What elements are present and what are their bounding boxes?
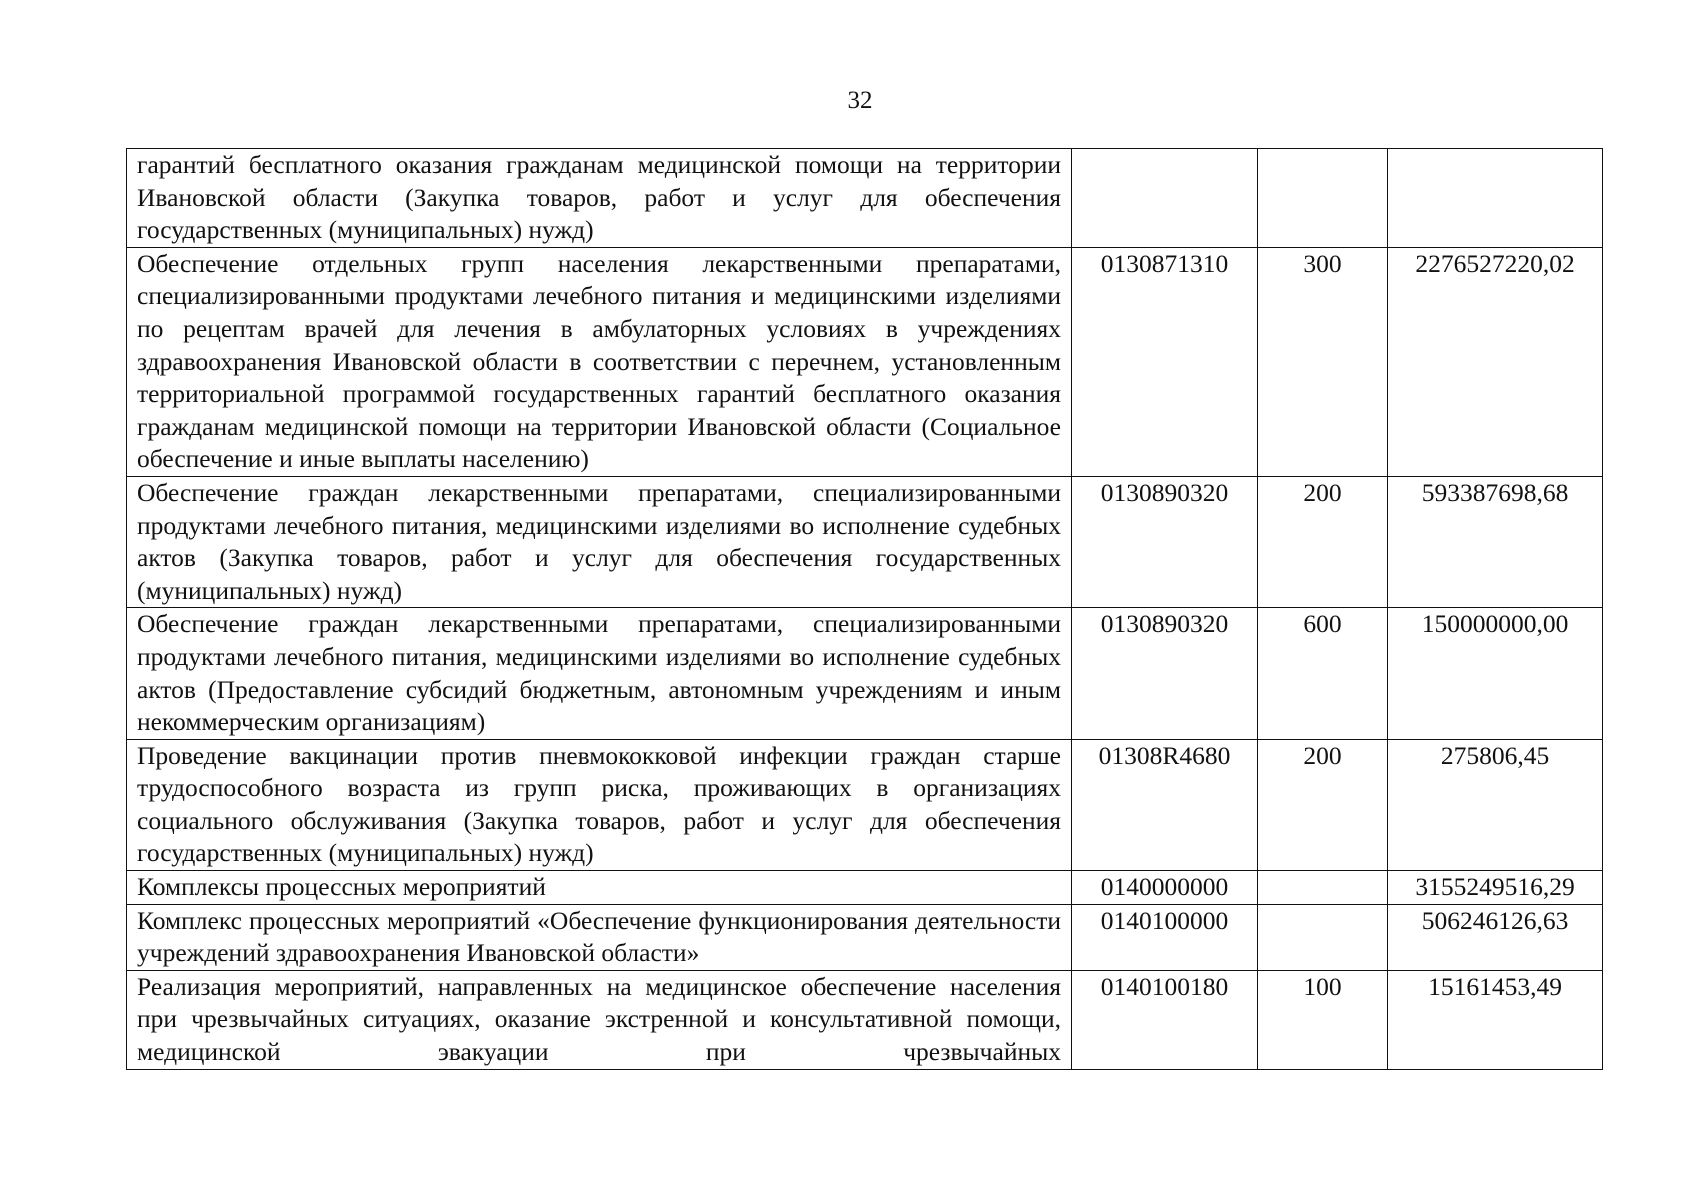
row-description: Реализация мероприятий, направленных на медицинское обеспечение населения при чрезвычайных ситуациях, оказание экстренной и консультативной помощи, медицинской эвакуации при чрезвычайных [127, 970, 1072, 1069]
row-target-code: 0130890320 [1072, 608, 1258, 739]
row-expense-type [1258, 871, 1388, 905]
row-target-code [1072, 149, 1258, 248]
table-row [127, 476, 1603, 607]
row-description: Обеспечение граждан лекарственными препаратами, специализированными продуктами лечебного питания, медицинскими изделиями во исполнение судебных актов (Предоставление субсидий бюджетным, автономным учреждениям и иным некоммерческим организациям) [127, 608, 1072, 739]
row-expense-type: 200 [1258, 739, 1388, 870]
row-description: Комплекс процессных мероприятий «Обеспечение функционирования деятельности учреждений здравоохранения Ивановской области» [127, 904, 1072, 970]
table-row [127, 739, 1603, 870]
row-amount: 593387698,68 [1388, 476, 1603, 607]
row-amount: 15161453,49 [1388, 970, 1603, 1069]
row-expense-type [1258, 149, 1388, 248]
row-description: Обеспечение отдельных групп населения лекарственными препаратами, специализированными продуктами лечебного питания и медицинскими изделиями по рецептам врачей для лечения в амбулаторных условиях в учреждениях здравоохранения Ивановской области в соответствии с перечнем, установленным территориальной программой государственных гарантий бесплатного оказания гражданам медицинской помощи на территории Ивановской области (Социальное обеспечение и иные выплаты населению) [127, 247, 1072, 476]
row-amount: 275806,45 [1388, 739, 1603, 870]
page-number: 32 [847, 87, 873, 114]
row-target-code: 0130890320 [1072, 476, 1258, 607]
row-expense-type: 100 [1258, 970, 1388, 1069]
table-row [127, 904, 1603, 970]
row-target-code: 01308R4680 [1072, 739, 1258, 870]
table-row [127, 247, 1603, 476]
table-row [127, 871, 1603, 905]
row-expense-type: 300 [1258, 247, 1388, 476]
row-expense-type: 200 [1258, 476, 1388, 607]
row-amount: 3155249516,29 [1388, 871, 1603, 905]
row-target-code: 0140000000 [1072, 871, 1258, 905]
row-amount: 506246126,63 [1388, 904, 1603, 970]
row-target-code: 0140100180 [1072, 970, 1258, 1069]
row-description: Проведение вакцинации против пневмококковой инфекции граждан старше трудоспособного возраста из групп риска, проживающих в организациях социального обслуживания (Закупка товаров, работ и услуг для обеспечения государственных (муниципальных) нужд) [127, 739, 1072, 870]
row-expense-type [1258, 904, 1388, 970]
table-row [127, 970, 1603, 1069]
row-amount [1388, 149, 1603, 248]
table-row [127, 149, 1603, 248]
row-amount: 150000000,00 [1388, 608, 1603, 739]
row-expense-type: 600 [1258, 608, 1388, 739]
table-row [127, 608, 1603, 739]
row-description: Комплексы процессных мероприятий [127, 871, 1072, 905]
row-description: Обеспечение граждан лекарственными препаратами, специализированными продуктами лечебного питания, медицинскими изделиями во исполнение судебных актов (Закупка товаров, работ и услуг для обеспечения государственных (муниципальных) нужд) [127, 476, 1072, 607]
row-target-code: 0130871310 [1072, 247, 1258, 476]
row-description: гарантий бесплатного оказания гражданам медицинской помощи на территории Ивановской области (Закупка товаров, работ и услуг для обеспечения государственных (муниципальных) нужд) [127, 149, 1072, 248]
budget-table [126, 148, 1603, 1070]
row-amount: 2276527220,02 [1388, 247, 1603, 476]
row-target-code: 0140100000 [1072, 904, 1258, 970]
